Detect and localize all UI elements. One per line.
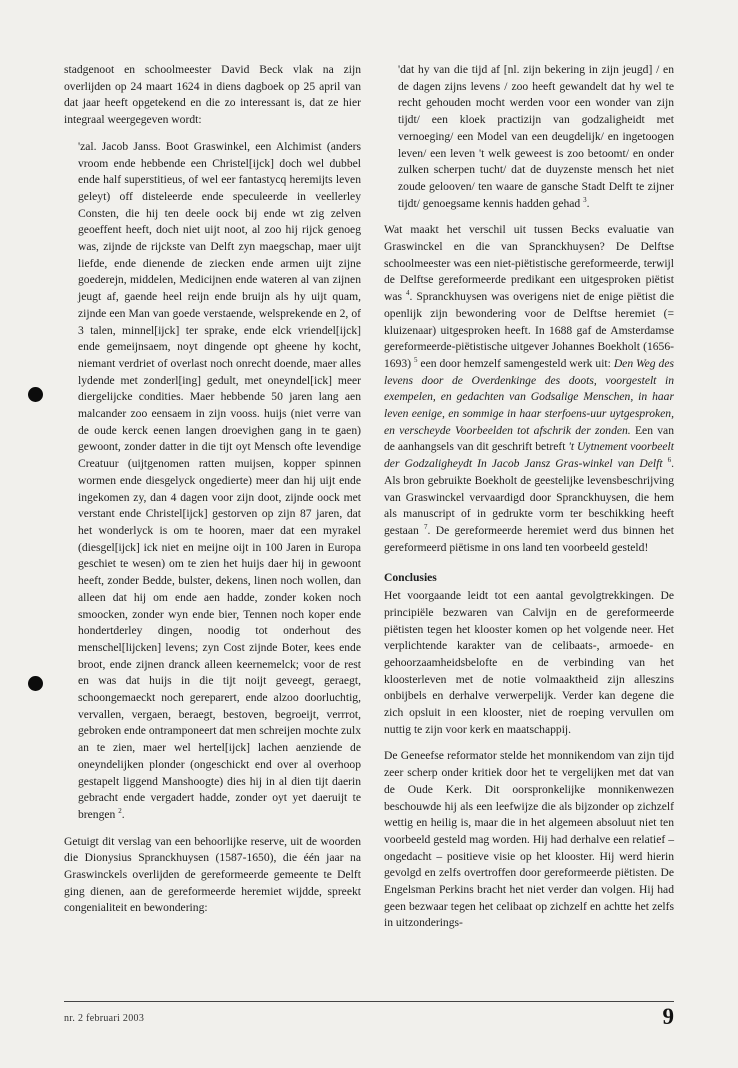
- section-heading: Conclusies: [384, 571, 437, 585]
- spranckhuysen-quote: 'dat hy van die tijd af [nl. zijn bekering in zijn jeugd] / en de dagen zijns levens / zoo heeft gewandelt dat hy wel te recht gehouden mocht werden voor een wonder van zijn tijdt/ een kloek practizijn van godzaligheidt met vernoeging/ een Model van een deugdelijk/ en ingetoogen leven/ een leven 't welk geweest is zoo betoomt/ en onder zulken scherpen tucht/ dat de duyzenste mensch het niet zoude gelooven/ ten waare de gansche Stadt Delft te zijner tijdt/ genoegsame kennis hadden gehad $^3$.: [398, 63, 674, 210]
- footnote-marker: 4: [406, 289, 410, 298]
- issue-label: nr. 2 februari 2003: [64, 1013, 145, 1024]
- footnote-marker: 6: [667, 456, 672, 465]
- closing-paragraph: Getuigt dit verslag van een behoorlijke reserve, uit de woorden die Dionysius Spranckhuysen (1587-1650), die één jaar na Graswinckels overlijden de gereformeerde gemeente te Delft ging dienen, aan de gereformeerde heremiet wijdde, spreekt congenialiteit en bewondering:: [64, 834, 361, 915]
- beck-quote-text: 'zal. Jacob Janss. Boot Graswinkel, een Alchimist (anders vroom ende hebbende een Christel[ijck] doch wel dubbel ende half superstitieus, of wel eer fantastycq heremijts leven geleyt) off disteleerde ende speculeerde in veellerley Consten, die hij ten deele oock bij ende wt zig zelven geoeffent heeft, doch niet uijt noot, al zoo hij rijck genoeg was, zijnde de rijckste van Delft zyn maegschap, maer uijt liefde, ende dienende de ziecken ende armen uijt zijne goederejn, middelen, Medicijnen ende wateren al van zijnen jeugt af, gaende heel reijn ende bruijn als hy uijt quam, zijnde een Man van goede verstaende, welsprekende en 2, of 3 talen, minnel[ijck] ter sprake, ende elck vriendel[ijck] ende gemeijnsaem, noyt dingende opt gheene hy kocht, niemant verdriet of overlast noch onrecht doende, maer alles lydende met zonderl[ing] gedult, met oneyndel[ick] meer diergelijcke condities. Maer hebbende 50 jaren lang aen malcander zoo eensaem in zijn vooss. huijs (niet verre van de oude kerck eenen langen droevighen gang in te gaen) gewoont, zonder datter in die tijt oyt Mensch ofte levendige Creatuur (uijtgenomen ratten muijsen, kopper spinnen wormen ende diesgelyck ongedierte) meer dan hij uijt ende ingekomen zy, dan 4 dagen voor zijn doot, zijnde oock met verstant ende Christel[ijck] gestorven op zijn 87 jaren, dat het wonderlyck is om te hooren, maer dat een myrakel (diesgel[ijck] ick niet en meijne oijt in 100 Jaren in Europa geschiet te wesen) om te zien het huijs daer hij in gewoont heeft, zonder Bedde, bulster, dekens, linen noch wollen, dan alleen dat hij om ende aen hadde, zonder koken noch smoocken, zonder wyn ende bier, Tennen noch koper ende hondertderley dingen, noodig tot onderhout des menschel[lijcken] levens; zyn Cost zijnde Boter, kees ende broot, ende zijnen dranck alleen keernemelck; voor de rest en was dat huijs in die tijt noijt geveegt, geraegt, schoongemaeckt noch gereparert, ende alzoo doorluchtig, vervallen, vergaen, beraegt, bestoven, begroeijt, verrrot, gebroken ende ontramponeert dat men schreijen mochte zulx an te zien, maer wel hertel[ijck] lachen aenziende de oneyndelijken plonder (ongeschickt end over al overhoop gestapelt liggend Manshoogte) dies hij in al dien tijt daerin gebracht ende vergadert hadde, zonder oyt yet daeruijt te brengen: [78, 139, 361, 821]
- conclusions-paragraph-2: De Geneefse reformator stelde het monnikendom van zijn tijd zeer scherp onder kritiek door het te vergelijken met dat van de Oude Kerk. Dit oorspronkelijke monnikenwezen beschouwde hij als een leefwijze die als bijzonder op zichzelf wettig en heilig is, maar die in het algemeen absoluut niet ten voorbeeld gesteld mag worden. Hij had derhalve een relatief – ongedacht – positieve visie op het klooster. Hij werd hierin gevolgd en zelfs overtroffen door gereformeerde piëtisten. De Engelsman Perkins bracht het niet verder dan volgen. Hij had geen bezwaar tegen het celibaat op zichzelf en achtte het zelfs in uitzonderings-: [384, 749, 674, 930]
- beck-quote: 'zal. Jacob Janss. Boot Graswinkel, een Alchimist (anders vroom ende hebbende een Christel[ijck] doch wel dubbel ende half superstitieus, of wel eer fantastycq heremijts leven geleyt) off disteleerde ende speculeerde in veellerley Consten, die hij ten deele oock bij ende wt zig zelven geoeffent heeft, doch niet uijt noot, al zoo hij rijck genoeg was, zijnde de rijckste van Delft zyn maegschap, maer uijt liefde, ende dienende de ziecken ende armen uijt zijne goederejn, middelen, Medicijnen ende wateren al van zijnen jeugt af, gaende heel reijn ende bruijn als hy uijt quam, zijnde een Man van goede verstaende, welsprekende en 2, of 3 talen, minnel[ijck] ter sprake, ende elck vriendel[ijck] ende gemeijnsaem, noyt dingende opt gheene hy kocht, niemant verdriet of overlast noch onrecht doende, maer alles lydende met zonderl[ing] gedult, met oneyndel[ick] meer diergelijcke condities. Maer hebbende 50 jaren lang aen malcander zoo eensaem in zijn vooss. huijs (niet verre van de oude kerck eenen langen droevighen gang in te gaen) gewoont, zonder datter in die tijt oyt Mensch ofte levendige Creatuur (uijtgenomen ratten muijsen, kopper spinnen wormen ende diesgelyck ongedierte) meer dan hij uijt ende ingekomen zy, dan 4 dagen voor zijn doot, zijnde oock met verstant ende Christel[ijck] gestorven op zijn 87 jaren, dat het wonderlyck is om te hooren, maer dat een myrakel (diesgel[ijck] ick niet en meijne oijt in 100 Jaren in Europa geschiet te wesen) om te zien het huijs daer hij in gewoont heeft, zonder Bedde, bulster, dekens, linen noch wollen, dan alleen dat hij om ende aen hadde, zonder koken noch smoocken, zonder wyn ende bier, Tennen noch koper ende hondertderley dingen, noodig tot onderhout des menschel[lijcken] levens; zyn Cost zijnde Boter, kees ende broot, ende zijnen dranck alleen keernemelck; voor de rest en was dat huijs in die tijt noijt geveegt, geraegt, schoongemaeckt noch gereparert, ende alzoo doorluchtig, vervallen, vergaen, beraegt, bestoven, begroeijt, verrrot, gebroken ende ontramponeert dat men schreijen mochte zulx an te zien, maer wel hertel[ijck] lachen aenziende de oneyndelijken plonder (ongeschickt end over al overhoop gestapelt liggend Manshoogte) dies hij in al dien tijt daerin gebracht ende vergadert hadde, zonder oyt yet daeruijt te brengen $^2$.: [78, 139, 361, 821]
- spranckhuysen-quote-text: 'dat hy van die tijd af [nl. zijn bekering in zijn jeugd] / en de dagen zijns levens / zoo heeft gewandelt dat hy wel te recht gehouden mocht werden voor een wonder van zijn tijdt/ een kloek practizijn van godzaligheidt met vernoeging/ een Model van een deugdelijk/ en ingetoogen leven/ een leven 't welk geweest is zoo betoomt/ en onder zulken scherpen tucht/ dat de duyzenste mensch het niet zoude gelooven/ ten waare de gansche Stadt Delft te zijner tijdt/ genoegsame kennis hadden gehad: [398, 63, 674, 210]
- text-run: een door hemzelf samengesteld werk uit:: [417, 356, 614, 370]
- text-run: . De gereformeerde heremiet werd dus binnen het gereformeerd piëtisme in ons land ten voorbeeld gesteld!: [384, 523, 675, 554]
- footnote-marker: 7: [424, 523, 428, 532]
- text-run: Wat maakt het verschil uit tussen Becks evaluatie van Graswinckel en die van Spranckhuysen? De Delftse schoolmeester was een niet-piëtistische gereformeerde, terwijl de Delftse gereformeerde predikant een uitgesproken piëtist was: [384, 223, 674, 304]
- text-run: Een van de aanhangsels van dit geschrift betreft: [384, 423, 674, 454]
- footnote-marker: 5: [414, 356, 418, 365]
- comparison-paragraph: [384, 222, 674, 556]
- binder-hole: [28, 676, 43, 691]
- text-run: . Spranckhuysen was overigens niet de enige piëtist die openlijk zijn bewondering voor de Delftse heremiet (= kluizenaar) uitgesproken heeft. In 1688 gaf de Amsterdamse gereformeerde-piëtistische uitgever Johannes Boekholt (1656-1693): [384, 290, 674, 370]
- intro-paragraph: stadgenoot en schoolmeester David Beck vlak na zijn overlijden op 24 maart 1624 in diens dagboek op 25 april van dat jaar heeft opgetekend en die zo interessant is, dat ze hier integraal weergegeven wordt:: [64, 63, 361, 127]
- appendix-title: 't Uytnement voorbeelt der Godzaligheydt In Jacob Jansz Gras-winkel van Delft: [384, 440, 674, 471]
- left-column: [64, 62, 361, 927]
- book-title: Den Weg des levens door de Overdenkinge des doots, voorgestelt in exempelen, en gedachten van Godsalige Menschen, in haar leven eenige, en sommige in haar sterfoens-uur uytgesproken, en verscheyde Voorbeelden tot afschrik der zonden.: [384, 356, 674, 437]
- conclusions-paragraph-1: Het voorgaande leidt tot een aantal gevolgtrekkingen. De principiële bezwaren van Calvijn en de gereformeerde piëtisten tegen het klooster komen op het volgende neer. Het verplichtende karakter van de celibaats-, armoede- en gehoorzaamheidsbelofte en de verbinding van het kloosterleven met de notie volmaaktheid zijn alleszins onbijbels en derhalve verwerpelijk. Verder kan degene die zich opsluit in een klooster, niet de roeping vervullen om nuttig te zijn voor kerk en maatschappij.: [384, 589, 674, 736]
- right-column: [384, 62, 674, 942]
- footnote-marker: 2: [118, 807, 122, 816]
- footnote-marker: 3: [583, 195, 587, 204]
- text-run: . Als bron gebruikte Boekholt de geestelijke levensbeschrijving van Graswinckel vervaardigd door Spranckhuysen, die hem als manuscript of in gedrukte vorm ter beschikking heeft gestaan: [384, 457, 674, 537]
- binder-hole: [28, 387, 43, 402]
- footer-rule: [64, 1001, 674, 1002]
- page-number: 9: [662, 1004, 674, 1029]
